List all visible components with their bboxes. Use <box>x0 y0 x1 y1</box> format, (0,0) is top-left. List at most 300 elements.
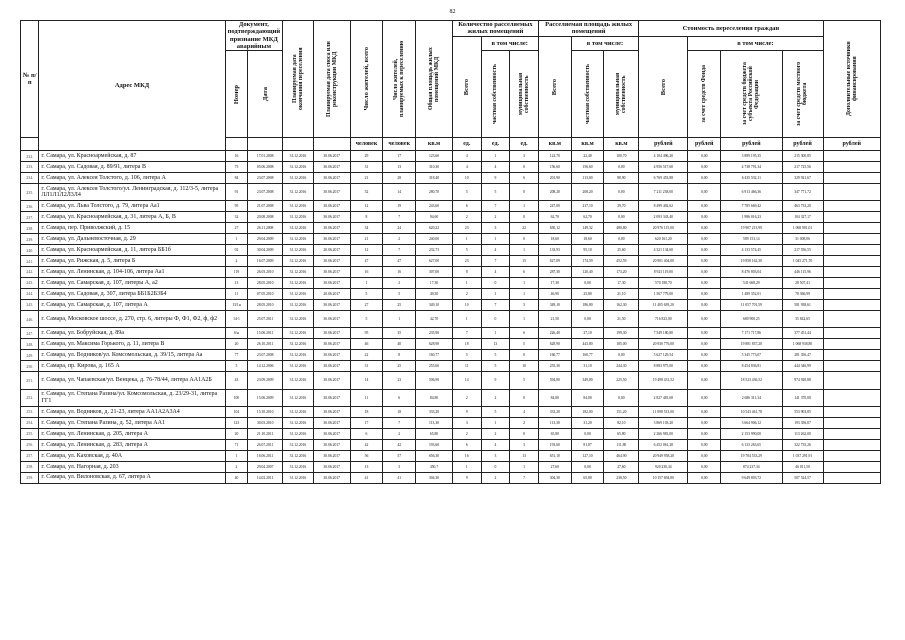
cost-local-cell: 217 725,56 <box>782 162 823 173</box>
cost-total-cell: 6 769 453,88 <box>639 172 688 183</box>
doc-number-cell: 95 <box>225 201 248 212</box>
address-cell: г. Самара, ул. Ленинская, д. 283, литера А <box>39 439 225 450</box>
total-area-cell: 450,7 <box>416 461 453 472</box>
area-total-cell: 84,80 <box>538 389 571 407</box>
count-municipal-cell: 0 <box>510 234 539 245</box>
address-cell: г. Самара, ул. Ленинская, д. 205, литера А <box>39 428 225 439</box>
cost-fund-cell: 0,00 <box>688 267 721 278</box>
address-cell: г. Самара, ул. Бобруйская, д. 89а <box>39 328 225 339</box>
count-private-cell: 7 <box>481 256 510 267</box>
address-cell: г. Самара, ул. Льва Толстого, д. 79, литера Аа1 <box>39 201 225 212</box>
doc-number-cell: 91 <box>225 183 248 201</box>
doc-date-cell: 23.07.2008 <box>248 183 283 201</box>
row-number: 247. <box>21 328 39 339</box>
cost-local-cell: 217 556,55 <box>782 245 823 256</box>
area-total-cell: 18,60 <box>538 234 571 245</box>
planned-end-cell: 31.12.2016 <box>283 472 314 483</box>
area-private-cell: 81,87 <box>571 439 604 450</box>
cost-local-cell: 281 356,47 <box>782 350 823 361</box>
address-cell: г. Самара, ул. Алексея Толстого/ул. Ленинградская, д. 112/3-5, литера ЛЛ1Л1Л2Л3Л4 <box>39 183 225 201</box>
col-document-header: Документ, подтверждающий признание МКД аварийным <box>225 21 282 51</box>
area-total-cell: 62,70 <box>538 212 571 223</box>
col-cost-group-header: Стоимость переселения граждан <box>639 21 823 37</box>
page-number: 82 <box>449 9 456 15</box>
area-private-cell: 95,10 <box>571 245 604 256</box>
additional-cell <box>823 234 880 245</box>
area-private-cell: 113,00 <box>571 172 604 183</box>
doc-date-cell: 21.07.2008 <box>248 201 283 212</box>
table-row <box>21 472 881 483</box>
area-municipal-cell: 111,80 <box>604 439 639 450</box>
area-private-cell: 27,10 <box>571 328 604 339</box>
cost-local-cell: 193 356,07 <box>782 417 823 428</box>
planned-demolition-cell: 30.06.2017 <box>313 407 350 418</box>
table-row <box>21 407 881 418</box>
planned-end-cell: 31.12.2016 <box>283 299 314 310</box>
count-municipal-header: муниципальная собственность <box>518 72 531 116</box>
count-private-cell: 4 <box>481 267 510 278</box>
residents-planned-cell: 7 <box>383 417 416 428</box>
cost-regional-cell: 7 785 669,42 <box>721 201 782 212</box>
address-cell: г. Самара, ул. Садовая, д. 307, литера ББ1Б2Б3Б4 <box>39 288 225 299</box>
area-private-cell: 62,70 <box>571 212 604 223</box>
area-municipal-cell: 238,50 <box>604 472 639 483</box>
count-total-cell: 2 <box>452 428 481 439</box>
table-row <box>21 223 881 234</box>
residents-total-cell: 27 <box>350 299 383 310</box>
doc-number-cell: 104 <box>225 407 248 418</box>
residents-planned-cell: 2 <box>383 277 416 288</box>
area-private-cell: 182,00 <box>571 407 604 418</box>
planned-demolition-cell: 30.06.2017 <box>313 172 350 183</box>
planned-demolition-cell: 30.06.2017 <box>313 223 350 234</box>
count-municipal-cell: 15 <box>510 256 539 267</box>
unit-total-area: кв.м <box>416 138 453 151</box>
area-private-cell: 31,20 <box>571 417 604 428</box>
area-total-cell: 113,30 <box>538 417 571 428</box>
area-municipal-cell: 100,70 <box>604 151 639 162</box>
residents-planned-cell: 57 <box>383 450 416 461</box>
planned-demolition-cell: 30.06.2017 <box>313 417 350 428</box>
planned-end-cell: 31.12.2016 <box>283 151 314 162</box>
address-cell: г. Самара, ул. Чапаевская/ул. Венцека, д. 76-78/44, литера АА1А2Б <box>39 372 225 390</box>
residents-total-cell: 16 <box>350 267 383 278</box>
count-private-cell: 1 <box>481 234 510 245</box>
residents-total-cell: 5 <box>350 310 383 328</box>
cost-local-cell: 974 920,88 <box>782 372 823 390</box>
planned-demolition-cell: 30.06.2017 <box>313 183 350 201</box>
row-number: 240. <box>21 245 39 256</box>
address-cell: г. Самара, ул. Красноармейская, д. 11, литера ББ1б <box>39 245 225 256</box>
area-total-cell: 627,09 <box>538 256 571 267</box>
cost-fund-cell: 0,00 <box>688 417 721 428</box>
table-row <box>21 428 881 439</box>
unit-cost-regional: рублей <box>721 138 782 151</box>
cost-fund-cell: 0,00 <box>688 299 721 310</box>
doc-date-cell: 23.07.2008 <box>248 172 283 183</box>
area-total-cell: 594,80 <box>538 372 571 390</box>
cost-total-cell: 20 901 404,00 <box>639 256 688 267</box>
residents-planned-cell: 6 <box>383 389 416 407</box>
planned-demolition-cell: 30.06.2017 <box>313 212 350 223</box>
cost-local-cell: 581 938,61 <box>782 299 823 310</box>
row-number: 256. <box>21 439 39 450</box>
address-cell: г. Самара, Московское шоссе, д. 270, стр. 6, литеры Ф, Ф1, Ф2, ф, ф2 <box>39 310 225 328</box>
doc-date-cell: 07.05.2010 <box>248 288 283 299</box>
residents-planned-cell: 25 <box>383 361 416 372</box>
row-number: 253. <box>21 407 39 418</box>
count-private-cell: 5 <box>481 183 510 201</box>
cost-total-cell: 8 923 119,00 <box>639 267 688 278</box>
residents-planned-cell: 42 <box>383 439 416 450</box>
table-row <box>21 201 881 212</box>
area-total-cell: 349,10 <box>538 299 571 310</box>
unit-additional: рублей <box>823 138 880 151</box>
area-total-cell: 21,50 <box>538 310 571 328</box>
cost-fund-cell: 0,00 <box>688 245 721 256</box>
residents-planned-cell: 2 <box>383 428 416 439</box>
count-private-cell: 4 <box>481 162 510 173</box>
cost-total-cell: 2 093 343,40 <box>639 212 688 223</box>
row-number: 239. <box>21 234 39 245</box>
total-area-cell: 17,30 <box>416 277 453 288</box>
planned-end-cell: 31.12.2016 <box>283 439 314 450</box>
cost-regional-cell: 3 889 195,35 <box>721 151 782 162</box>
planned-end-cell: 31.12.2016 <box>283 256 314 267</box>
table-row <box>21 417 881 428</box>
residents-total-cell: 31 <box>350 361 383 372</box>
additional-cell <box>823 417 880 428</box>
cost-regional-cell: 7 171 717,86 <box>721 328 782 339</box>
area-private-cell: 25,80 <box>571 288 604 299</box>
cost-total-cell: 11 098 513,00 <box>639 407 688 418</box>
total-area-cell: 94,60 <box>416 212 453 223</box>
count-total-cell: 1 <box>452 310 481 328</box>
cost-local-cell: 35 842,65 <box>782 310 823 328</box>
table-row <box>21 328 881 339</box>
cost-fund-cell: 0,00 <box>688 183 721 201</box>
area-private-cell: 0,00 <box>571 461 604 472</box>
table-row <box>21 450 881 461</box>
cost-local-cell: 1 068 901,01 <box>782 223 823 234</box>
count-total-cell: 16 <box>452 450 481 461</box>
area-private-cell: 186,80 <box>571 299 604 310</box>
area-total-cell: 333,20 <box>538 407 571 418</box>
count-municipal-cell: 5 <box>510 339 539 350</box>
address-cell: г. Самара, ул. Степана Разина, д. 52, литера АА1 <box>39 417 225 428</box>
doc-date-cell: 23.07.2008 <box>248 350 283 361</box>
additional-cell <box>823 350 880 361</box>
residents-total-cell: 31 <box>350 162 383 173</box>
planned-demolition-cell: 30.06.2017 <box>313 439 350 450</box>
unit-cost-fund: рублей <box>688 138 721 151</box>
count-municipal-cell: 3 <box>510 439 539 450</box>
planned-end-cell: 31.12.2016 <box>283 162 314 173</box>
area-municipal-cell: 17,30 <box>604 277 639 288</box>
doc-date-header: Дата <box>261 87 269 102</box>
planned-demolition-cell: 30.06.2017 <box>313 201 350 212</box>
count-total-cell: 9 <box>452 472 481 483</box>
area-municipal-cell: 21,50 <box>604 310 639 328</box>
residents-planned-cell: 3 <box>383 461 416 472</box>
table-body <box>21 151 881 484</box>
row-number: 243. <box>21 277 39 288</box>
table-row <box>21 234 881 245</box>
doc-date-cell: 26.07.2011 <box>248 439 283 450</box>
table-row <box>21 277 881 288</box>
residents-total-cell: 29 <box>350 151 383 162</box>
planned-end-cell: 31.12.2016 <box>283 245 314 256</box>
planned-demolition-cell: 30.06.2017 <box>313 361 350 372</box>
doc-number-cell: 20 <box>225 428 248 439</box>
doc-number-cell: 77 <box>225 350 248 361</box>
count-municipal-cell: 22 <box>510 223 539 234</box>
planned-end-cell: 31.12.2016 <box>283 361 314 372</box>
area-municipal-cell: 480,80 <box>604 223 639 234</box>
area-private-cell: 217,10 <box>571 201 604 212</box>
area-municipal-cell: 0,00 <box>604 212 639 223</box>
area-total-cell: 27,60 <box>538 461 571 472</box>
count-total-cell: 9 <box>452 407 481 418</box>
row-number: 257. <box>21 450 39 461</box>
cost-fund-cell: 0,00 <box>688 234 721 245</box>
count-private-cell: 0 <box>481 461 510 472</box>
additional-cell <box>823 183 880 201</box>
residents-total-cell: 17 <box>350 417 383 428</box>
address-cell: г. Самара, ул. Рижская, д. 5, литера Б <box>39 256 225 267</box>
table-row <box>21 350 881 361</box>
planned-end-cell: 31.12.2016 <box>283 288 314 299</box>
count-private-header: частная собственность <box>492 64 499 125</box>
doc-date-cell: 21.10.2011 <box>248 428 283 439</box>
doc-number-cell: 123 <box>225 417 248 428</box>
address-cell: г. Самара, ул. Садовая, д. 89/91, литера В <box>39 162 225 173</box>
count-municipal-cell: 0 <box>510 350 539 361</box>
cost-local-cell: 46 011,50 <box>782 461 823 472</box>
count-private-cell: 7 <box>481 201 510 212</box>
area-municipal-cell: 244,30 <box>604 361 639 372</box>
row-number: 251. <box>21 372 39 390</box>
row-number: 241. <box>21 256 39 267</box>
cost-total-cell: 3 869 103,20 <box>639 417 688 428</box>
area-total-cell: 247,00 <box>538 201 571 212</box>
cost-local-cell: 444 346,99 <box>782 361 823 372</box>
count-total-cell: 7 <box>452 328 481 339</box>
cost-local-cell: 1 068 938,80 <box>782 339 823 350</box>
cost-total-cell: 19 498 431,52 <box>639 372 688 390</box>
row-number: 248. <box>21 339 39 350</box>
row-number: 233. <box>21 162 39 173</box>
additional-cell <box>823 372 880 390</box>
residents-planned-cell: 2 <box>383 234 416 245</box>
additional-cell <box>823 256 880 267</box>
total-area-cell: 49,30 <box>416 288 453 299</box>
residents-planned-cell: 1 <box>383 310 416 328</box>
residents-planned-cell: 41 <box>383 472 416 483</box>
cost-total-cell: 5 627 129,54 <box>639 350 688 361</box>
count-total-cell: 5 <box>452 350 481 361</box>
address-cell: г. Самара, ул. Каховская, д. 40А <box>39 450 225 461</box>
area-municipal-cell: 0,00 <box>604 162 639 173</box>
residents-planned-cell: 16 <box>383 267 416 278</box>
cost-regional-cell: 6 133 263,65 <box>721 439 782 450</box>
doc-number-cell: 16 <box>225 151 248 162</box>
cost-fund-cell: 0,00 <box>688 310 721 328</box>
count-municipal-cell: 7 <box>510 472 539 483</box>
count-municipal-cell: 0 <box>510 183 539 201</box>
planned-demolition-cell: 30.06.2017 <box>313 234 350 245</box>
total-area-cell: 280,70 <box>416 183 453 201</box>
residents-total-cell: 34 <box>350 223 383 234</box>
count-private-cell: 1 <box>481 328 510 339</box>
area-private-cell: 0,00 <box>571 310 604 328</box>
cost-fund-cell: 0,00 <box>688 223 721 234</box>
cost-local-cell: 329 921,67 <box>782 172 823 183</box>
count-private-cell: 5 <box>481 407 510 418</box>
count-total-cell: 18 <box>452 339 481 350</box>
area-municipal-cell: 464,90 <box>604 450 639 461</box>
address-cell: г. Самара, ул. Степана Разина/ул. Комсомольская, д. 23/29-31, литера ГГ1 <box>39 389 225 407</box>
residents-total-cell: 5 <box>350 288 383 299</box>
table-row <box>21 245 881 256</box>
planned-demolition-cell: 30.06.2017 <box>313 350 350 361</box>
count-total-cell: 14 <box>452 372 481 390</box>
cost-total-cell: 2 266 981,00 <box>639 428 688 439</box>
row-number: 244. <box>21 288 39 299</box>
cost-local-cell: 463 733,20 <box>782 201 823 212</box>
additional-cell <box>823 461 880 472</box>
row-number: 249. <box>21 350 39 361</box>
area-total-cell: 208,20 <box>538 183 571 201</box>
table-row <box>21 372 881 390</box>
count-municipal-cell: 5 <box>510 372 539 390</box>
doc-date-cell: 17.01.2008 <box>248 151 283 162</box>
area-municipal-cell: 452,59 <box>604 256 639 267</box>
area-total-cell: 160,77 <box>538 350 571 361</box>
area-municipal-cell: 199,30 <box>604 328 639 339</box>
total-area-cell: 84,80 <box>416 389 453 407</box>
unit-residents-total: человек <box>350 138 383 151</box>
residents-planned-cell: 7 <box>383 212 416 223</box>
count-private-cell: 2 <box>481 212 510 223</box>
doc-number-cell: 32 <box>225 212 248 223</box>
doc-date-cell: 16.06.2011 <box>248 450 283 461</box>
col-area-group-header: Расселяемая площадь жилых помещений <box>538 21 638 37</box>
total-area-cell: 627,00 <box>416 256 453 267</box>
area-municipal-cell: 25,60 <box>604 245 639 256</box>
table-row <box>21 461 881 472</box>
cost-regional-cell: 1 986 016,23 <box>721 212 782 223</box>
count-private-cell: 9 <box>481 172 510 183</box>
residents-total-cell: 95 <box>350 328 383 339</box>
planned-end-cell: 31.12.2016 <box>283 450 314 461</box>
additional-cell <box>823 277 880 288</box>
count-private-cell: 5 <box>481 361 510 372</box>
planned-end-cell: 31.12.2016 <box>283 372 314 390</box>
residents-planned-cell: 35 <box>383 328 416 339</box>
total-area-cell: 333,20 <box>416 407 453 418</box>
cost-regional-cell: 18 523 436,52 <box>721 372 782 390</box>
total-area-cell: 243,60 <box>416 201 453 212</box>
col-residents-total-header: Число жителей, всего <box>362 47 370 111</box>
area-including-header: в том числе: <box>571 36 639 51</box>
doc-date-cell: 23.09.2009 <box>248 372 283 390</box>
cost-fund-cell: 0,00 <box>688 361 721 372</box>
count-municipal-cell: 6 <box>510 267 539 278</box>
additional-cell <box>823 267 880 278</box>
cost-regional-cell: 9 649 803,72 <box>721 472 782 483</box>
row-number: 236. <box>21 201 39 212</box>
area-private-cell: 0,00 <box>571 428 604 439</box>
area-municipal-cell: 162,30 <box>604 299 639 310</box>
cost-regional-cell: 4 738 791,34 <box>721 162 782 173</box>
unit-residents-planned: человек <box>383 138 416 151</box>
planned-demolition-cell: 30.06.2017 <box>313 339 350 350</box>
count-private-cell: 3 <box>481 450 510 461</box>
cost-total-cell: 716 823,00 <box>639 310 688 328</box>
cost-fund-header: за счет средств Фонда <box>701 65 708 123</box>
cost-fund-cell: 0,00 <box>688 328 721 339</box>
residents-total-cell: 52 <box>350 183 383 201</box>
cost-local-cell: 553 903,85 <box>782 407 823 418</box>
col-total-area-header: Общая площадь жилых помещений МКД <box>427 47 441 111</box>
cost-total-cell: 620 161,20 <box>639 234 688 245</box>
count-municipal-cell: 4 <box>510 407 539 418</box>
cost-local-cell: 1 045 271,70 <box>782 256 823 267</box>
row-number: 237. <box>21 212 39 223</box>
area-total-cell: 65,80 <box>538 428 571 439</box>
doc-number-cell: 5 <box>225 361 248 372</box>
doc-date-cell: 15.06.2011 <box>248 328 283 339</box>
doc-number-header: Номер <box>232 84 240 104</box>
cost-total-cell: 20 949 958,20 <box>639 450 688 461</box>
cost-total-cell: 2 827 481,68 <box>639 389 688 407</box>
address-cell: г. Самара, ул. Ленинская, д. 104-106, литера Аа1 <box>39 267 225 278</box>
doc-date-cell: 26.11.2008 <box>248 223 283 234</box>
total-area-cell: 628,90 <box>416 339 453 350</box>
residents-total-cell: 8 <box>350 212 383 223</box>
col-residents-planned-header: Число жителей, планируемых к переселению <box>393 40 406 118</box>
doc-date-cell: 26.03.2010 <box>248 267 283 278</box>
residents-total-cell: 18 <box>350 407 383 418</box>
cost-total-cell: 7 211 238,00 <box>639 183 688 201</box>
row-number: 238. <box>21 223 39 234</box>
area-private-cell: 31,10 <box>571 361 604 372</box>
cost-local-cell: 28 507,41 <box>782 277 823 288</box>
count-total-cell: 6 <box>452 201 481 212</box>
planned-demolition-cell: 30.06.2017 <box>313 328 350 339</box>
cost-regional-cell: 4 133 574,45 <box>721 245 782 256</box>
cost-regional-cell: 10 543 461,78 <box>721 407 782 418</box>
residents-planned-cell: 28 <box>383 172 416 183</box>
planned-end-cell: 31.12.2016 <box>283 350 314 361</box>
count-private-cell: 13 <box>481 339 510 350</box>
cost-regional-cell: 874 237,34 <box>721 461 782 472</box>
total-area-cell: 42,70 <box>416 310 453 328</box>
additional-cell <box>823 212 880 223</box>
address-cell: г. Самара, ул. Самарская, д. 107, литера А <box>39 299 225 310</box>
row-number: 246. <box>21 310 39 328</box>
doc-date-cell: 15.10.2010 <box>248 407 283 418</box>
planned-end-cell: 31.12.2016 <box>283 234 314 245</box>
planned-end-cell: 31.12.2016 <box>283 310 314 328</box>
doc-date-cell: 25.07.2011 <box>248 310 283 328</box>
area-municipal-cell: 88,90 <box>604 172 639 183</box>
area-municipal-cell: 0,00 <box>604 350 639 361</box>
unit-cost-total: рублей <box>639 138 688 151</box>
area-private-cell: 18,60 <box>571 234 604 245</box>
cost-total-cell: 920 230,34 <box>639 461 688 472</box>
